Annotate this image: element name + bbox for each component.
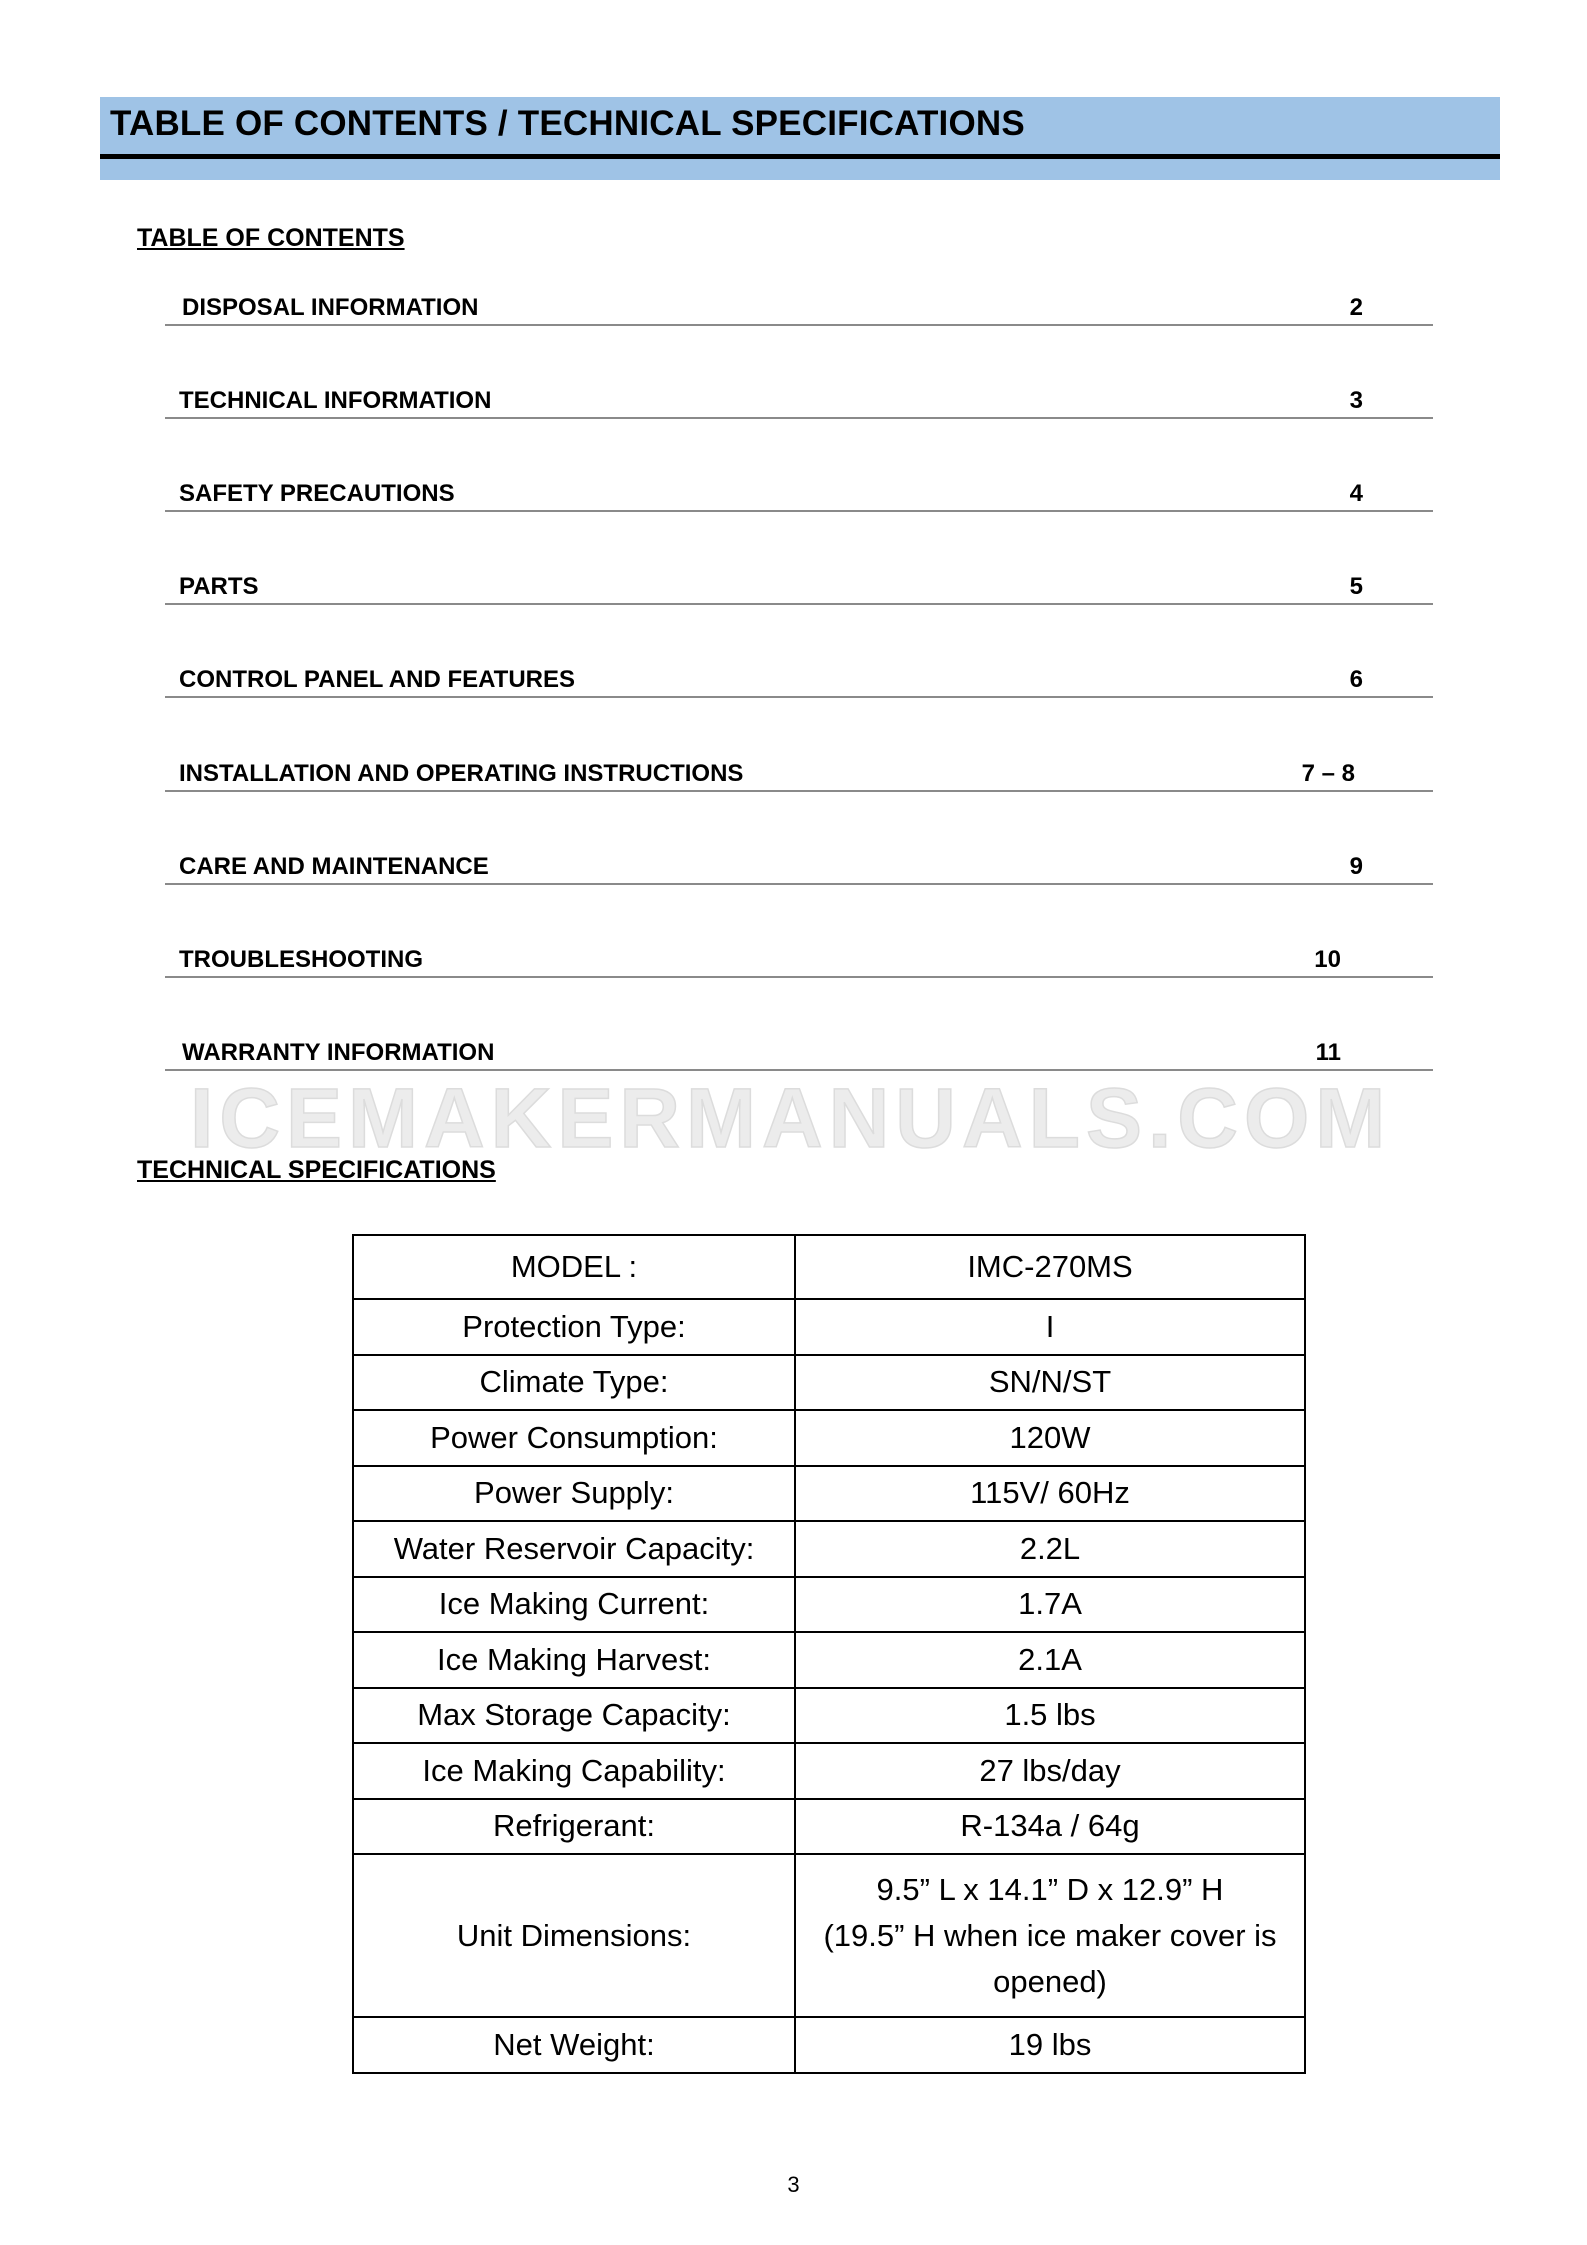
spec-value: 1.7A	[795, 1577, 1305, 1633]
toc-page: 5	[1349, 573, 1363, 600]
table-row	[353, 1799, 1305, 1855]
table-row	[353, 1688, 1305, 1744]
toc-page: 11	[1315, 1039, 1341, 1066]
toc-label: CONTROL PANEL AND FEATURES	[179, 666, 576, 693]
table-row	[353, 1854, 1305, 2017]
table-row	[353, 1743, 1305, 1799]
spec-value: IMC-270MS	[795, 1235, 1305, 1299]
toc-label: DISPOSAL INFORMATION	[182, 294, 479, 321]
toc-heading: TABLE OF CONTENTS	[137, 224, 405, 252]
toc-label: CARE AND MAINTENANCE	[179, 853, 489, 880]
table-row	[353, 1632, 1305, 1688]
spec-value: 120W	[795, 1410, 1305, 1466]
toc-row[interactable]	[165, 843, 1433, 885]
spec-label: Ice Making Capability:	[353, 1743, 795, 1799]
spec-label: Power Supply:	[353, 1466, 795, 1522]
toc-row[interactable]	[165, 284, 1433, 326]
spec-value: 19 lbs	[795, 2017, 1305, 2073]
spec-value: 2.1A	[795, 1632, 1305, 1688]
toc-label: INSTALLATION AND OPERATING INSTRUCTIONS	[179, 760, 744, 787]
spec-value: I	[795, 1299, 1305, 1355]
table-row	[353, 1521, 1305, 1577]
table-row	[353, 1299, 1305, 1355]
spec-value: 2.2L	[795, 1521, 1305, 1577]
toc-label: SAFETY PRECAUTIONS	[179, 480, 455, 507]
toc-row[interactable]	[165, 1029, 1433, 1071]
toc-page: 7 – 8	[1301, 760, 1355, 787]
spec-value: 115V/ 60Hz	[795, 1466, 1305, 1522]
spec-value: 1.5 lbs	[795, 1688, 1305, 1744]
spec-value-line: 9.5” L x 14.1” D x 12.9” H	[876, 1871, 1224, 1907]
spec-label: Power Consumption:	[353, 1410, 795, 1466]
spec-label: Net Weight:	[353, 2017, 795, 2073]
toc-page: 6	[1349, 666, 1363, 693]
spec-value-line: (19.5” H when ice maker cover is	[823, 1917, 1277, 1953]
spec-value-line: opened)	[993, 1963, 1107, 1999]
spec-value: SN/N/ST	[795, 1355, 1305, 1411]
toc-page: 4	[1349, 480, 1363, 507]
table-row	[353, 1235, 1305, 1299]
toc-label: PARTS	[179, 573, 259, 600]
spec-label: Unit Dimensions:	[353, 1854, 795, 2017]
toc-page: 9	[1349, 853, 1363, 880]
page-title: TABLE OF CONTENTS / TECHNICAL SPECIFICATIONS	[110, 104, 1025, 143]
spec-label: Ice Making Harvest:	[353, 1632, 795, 1688]
toc-label: TROUBLESHOOTING	[179, 946, 423, 973]
table-row	[353, 1466, 1305, 1522]
spec-label: Ice Making Current:	[353, 1577, 795, 1633]
toc-page: 3	[1349, 387, 1363, 414]
spec-value	[795, 1854, 1305, 2017]
spec-label: Refrigerant:	[353, 1799, 795, 1855]
spec-value: 27 lbs/day	[795, 1743, 1305, 1799]
toc-label: WARRANTY INFORMATION	[182, 1039, 495, 1066]
toc-row[interactable]	[165, 750, 1433, 792]
table-row	[353, 1577, 1305, 1633]
spec-label: Climate Type:	[353, 1355, 795, 1411]
watermark: ICEMAKERMANUALS.COM	[190, 1071, 1392, 1165]
spec-label: MODEL :	[353, 1235, 795, 1299]
toc-row[interactable]	[165, 656, 1433, 698]
spec-label: Max Storage Capacity:	[353, 1688, 795, 1744]
toc-page: 2	[1349, 294, 1363, 321]
page-number: 3	[787, 2172, 800, 2197]
table-row	[353, 1410, 1305, 1466]
toc-row[interactable]	[165, 470, 1433, 512]
toc-row[interactable]	[165, 563, 1433, 605]
table-row	[353, 2017, 1305, 2073]
specs-table	[352, 1234, 1306, 2074]
spec-label: Water Reservoir Capacity:	[353, 1521, 795, 1577]
specs-heading: TECHNICAL SPECIFICATIONS	[137, 1156, 496, 1184]
header-rule	[100, 154, 1500, 159]
table-row	[353, 1355, 1305, 1411]
spec-value: R-134a / 64g	[795, 1799, 1305, 1855]
spec-label: Protection Type:	[353, 1299, 795, 1355]
toc-label: TECHNICAL INFORMATION	[179, 387, 492, 414]
toc-row[interactable]	[165, 936, 1433, 978]
toc-page: 10	[1314, 946, 1341, 973]
toc-row[interactable]	[165, 377, 1433, 419]
